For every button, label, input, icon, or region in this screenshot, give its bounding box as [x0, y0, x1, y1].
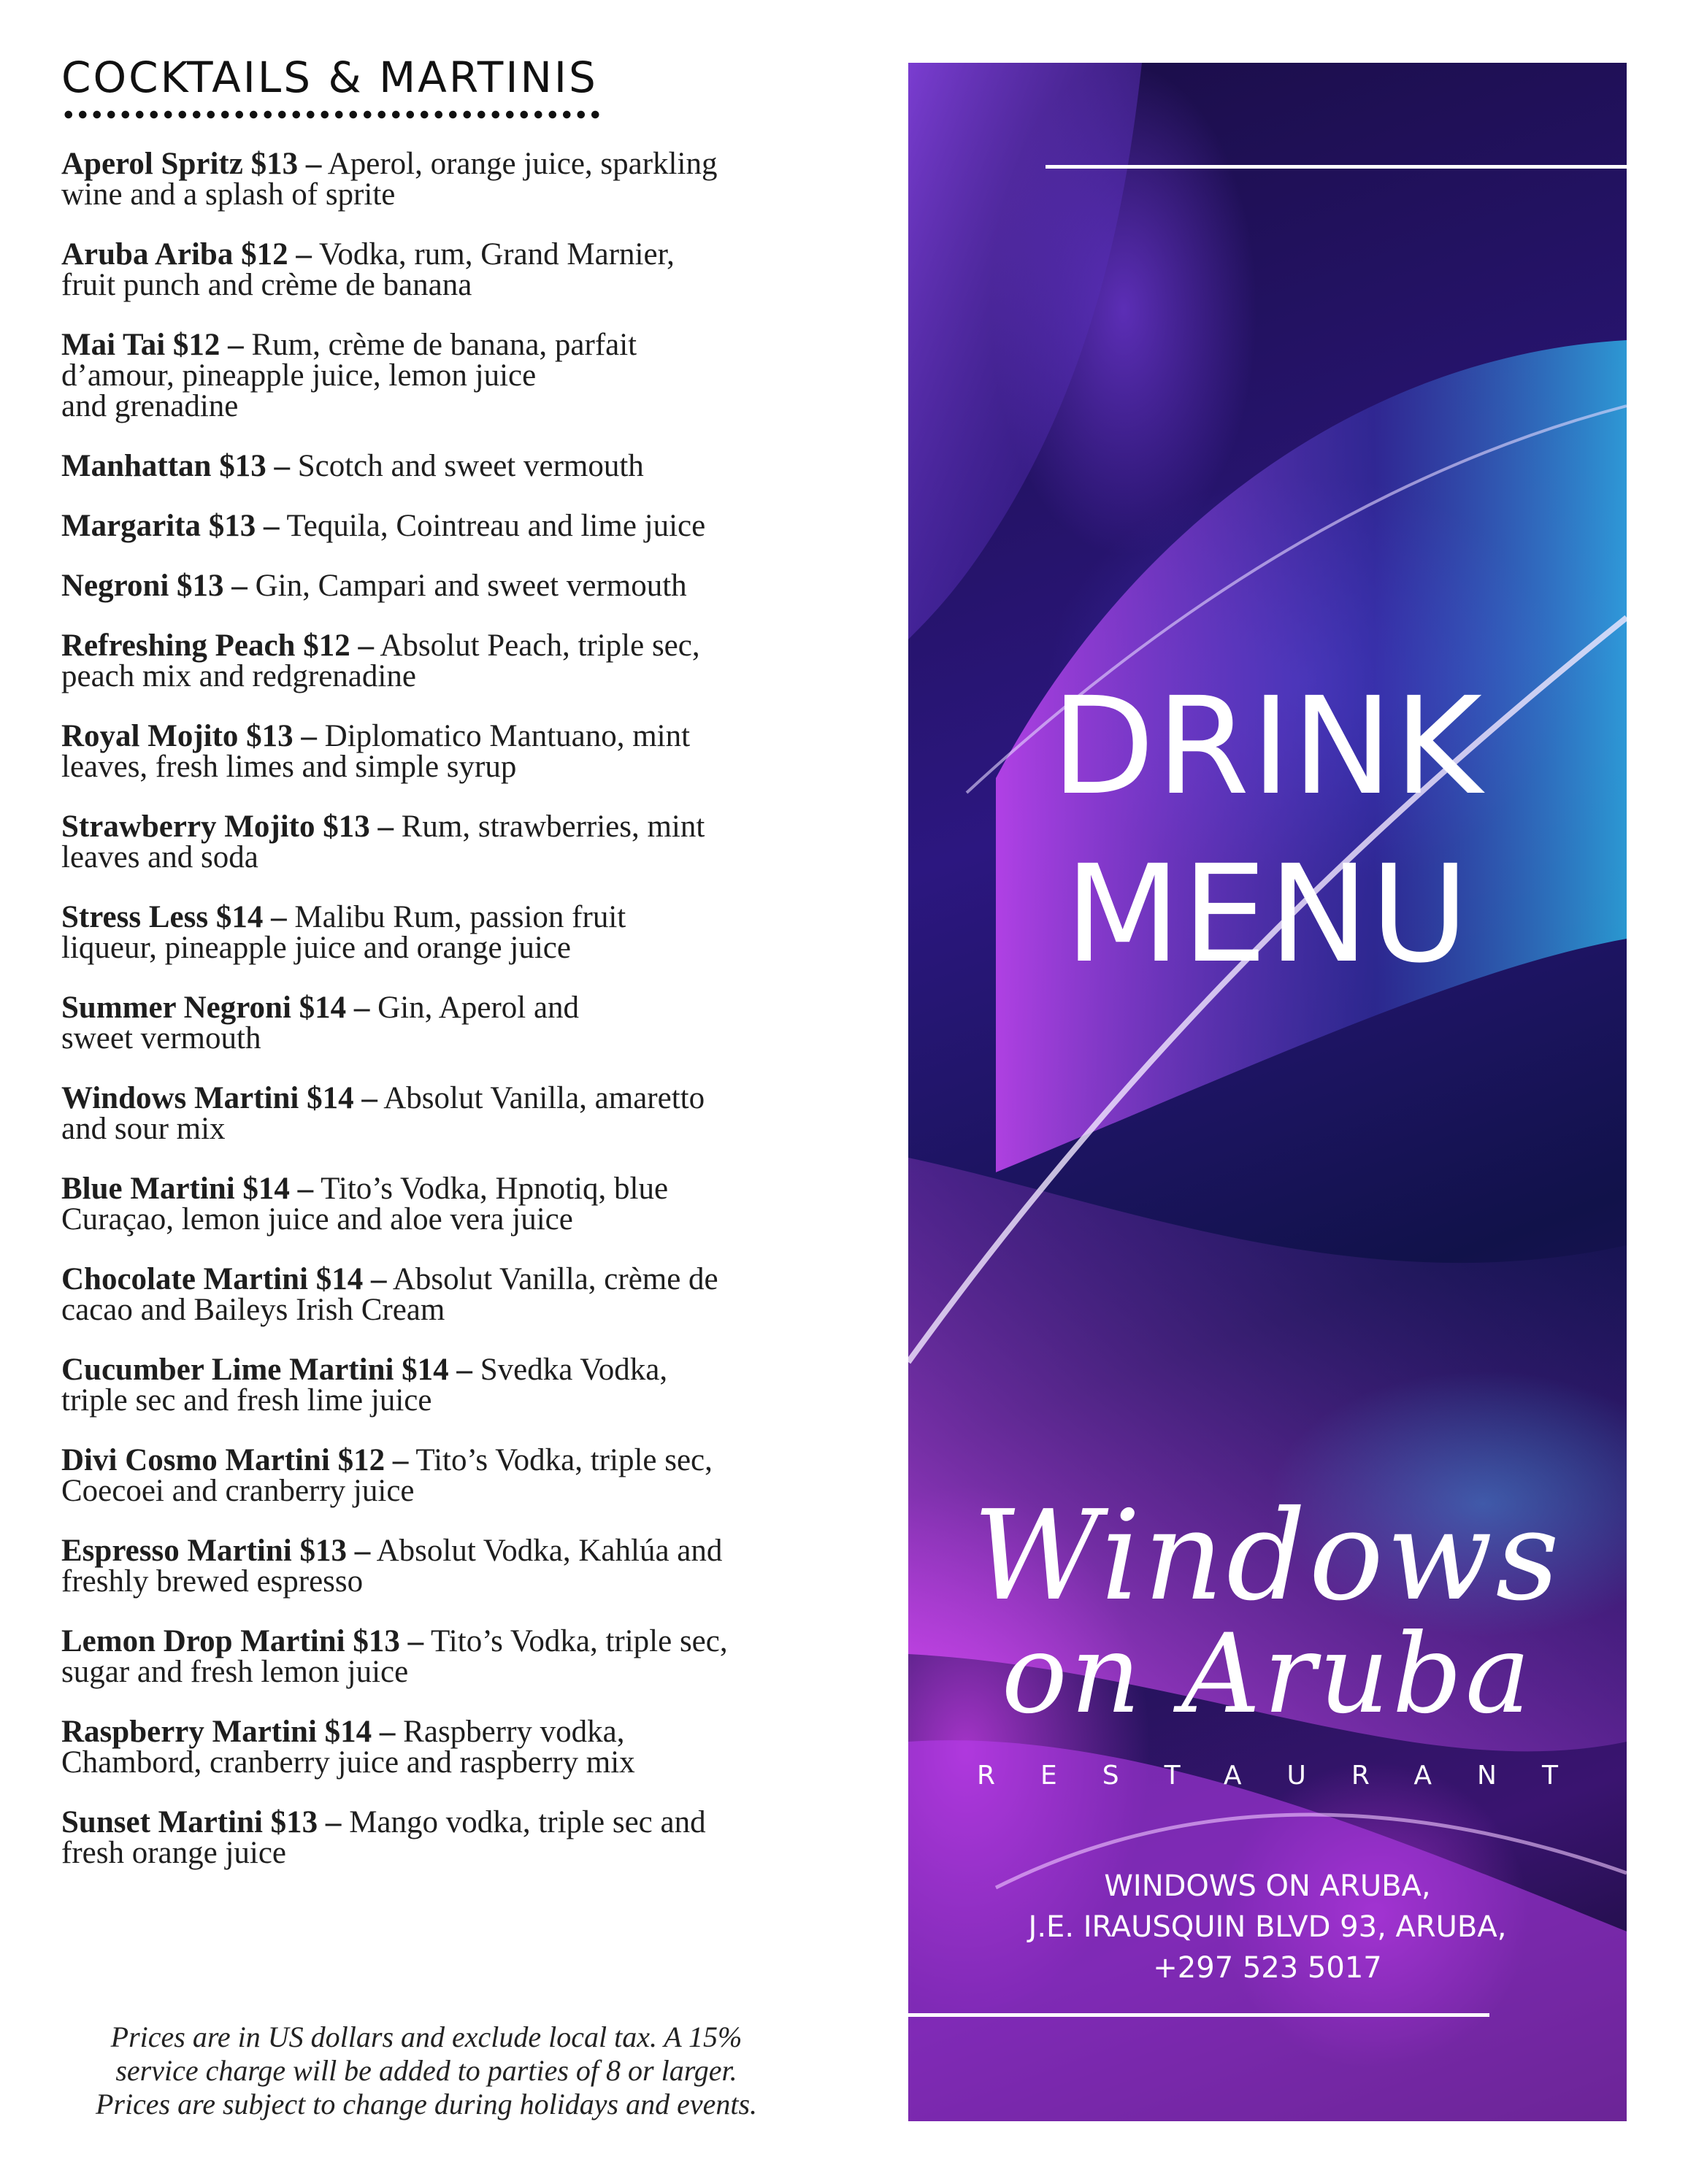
drink-name-price: Royal Mojito $13 –	[61, 719, 317, 753]
drink-description: peach mix and redgrenadine	[61, 659, 416, 693]
drink-item	[61, 1536, 799, 1597]
drink-name-price: Mai Tai $12 –	[61, 328, 244, 362]
drink-description: liqueur, pineapple juice and orange juice	[61, 931, 571, 965]
drink-description: Svedka Vodka,	[472, 1353, 668, 1387]
drink-item	[61, 571, 799, 601]
drink-item	[61, 451, 799, 482]
drink-description: Rum, strawberries, mint	[393, 810, 705, 844]
drink-item	[61, 1083, 799, 1145]
drink-name-price: Raspberry Martini $14 –	[61, 1715, 396, 1749]
drink-item	[61, 1717, 799, 1778]
drink-name-price: Refreshing Peach $12 –	[61, 628, 374, 663]
drink-name-price: Cucumber Lime Martini $14 –	[61, 1353, 472, 1387]
drink-description: Tito’s Vodka, triple sec,	[423, 1624, 728, 1658]
drink-item	[61, 812, 799, 873]
drink-name-price: Manhattan $13 –	[61, 449, 290, 483]
leaf-background-image	[908, 63, 1627, 2121]
phone-number: +297 523 5017	[1153, 1951, 1382, 1985]
drink-description: Mango vodka, triple sec and	[341, 1805, 706, 1839]
drink-description: wine and a splash of sprite	[61, 177, 396, 212]
drink-item	[61, 1807, 799, 1869]
drink-name-price: Margarita $13 –	[61, 509, 280, 543]
restaurant-address	[908, 1866, 1627, 1988]
dotted-divider	[61, 109, 603, 120]
bottom-rule	[908, 2013, 1489, 2017]
drink-description: freshly brewed espresso	[61, 1564, 364, 1599]
drink-description: Gin, Aperol and	[369, 991, 580, 1025]
price-note-line: Prices are in US dollars and exclude local tax. A 15%	[110, 2020, 743, 2053]
drink-description: Absolut Vanilla, amaretto	[377, 1081, 705, 1115]
restaurant-logo-line: on Aruba	[1001, 1611, 1534, 1738]
drink-name-price: Stress Less $14 –	[61, 900, 287, 934]
drink-item	[61, 149, 799, 210]
menu-column	[61, 48, 799, 1898]
drink-name-price: Aperol Spritz $13 –	[61, 147, 322, 181]
drink-name-price: Aruba Ariba $12 –	[61, 237, 312, 272]
drink-description: fruit punch and crème de banana	[61, 268, 472, 302]
address-line: WINDOWS ON ARUBA,	[1104, 1869, 1431, 1903]
drink-item	[61, 1264, 799, 1326]
drink-item	[61, 993, 799, 1054]
drink-description: d’amour, pineapple juice, lemon juice	[61, 358, 537, 393]
drink-description: leaves, fresh limes and simple syrup	[61, 750, 517, 784]
drink-description: Tito’s Vodka, Hpnotiq, blue	[313, 1172, 669, 1206]
cover-title-line: MENU	[1064, 837, 1470, 993]
drink-description: leaves and soda	[61, 840, 258, 874]
drink-item	[61, 721, 799, 783]
drink-description: Absolut Peach, triple sec,	[373, 628, 700, 663]
drink-name-price: Summer Negroni $14 –	[61, 991, 370, 1025]
drink-name-price: Windows Martini $14 –	[61, 1081, 377, 1115]
drink-description: Tito’s Vodka, triple sec,	[408, 1443, 713, 1477]
drink-list	[61, 149, 799, 1869]
price-note-line: service charge will be added to parties of 8 or larger.	[115, 2054, 737, 2087]
price-note	[61, 2020, 791, 2121]
drink-description: Scotch and sweet vermouth	[289, 449, 644, 483]
price-note-line: Prices are subject to change during holidays and events.	[95, 2088, 758, 2120]
drink-description: sugar and fresh lemon juice	[61, 1655, 409, 1689]
top-rule	[1046, 165, 1627, 169]
drink-name-price: Strawberry Mojito $13 –	[61, 810, 394, 844]
drink-description: Aperol, orange juice, sparkling	[321, 147, 718, 181]
drink-name-price: Chocolate Martini $14 –	[61, 1262, 387, 1296]
cover-title-line: DRINK	[1051, 669, 1484, 825]
drink-name-price: Divi Cosmo Martini $12 –	[61, 1443, 409, 1477]
drink-description: Rum, crème de banana, parfait	[243, 328, 637, 362]
drink-description: fresh orange juice	[61, 1836, 287, 1870]
leaf-shape	[908, 63, 1142, 639]
cover-panel	[908, 63, 1627, 2121]
drink-description: Curaçao, lemon juice and aloe vera juice	[61, 1202, 573, 1237]
drink-description: Absolut Vanilla, crème de	[386, 1262, 718, 1296]
section-title: COCKTAILS & MARTINIS	[61, 53, 598, 102]
drink-name-price: Lemon Drop Martini $13 –	[61, 1624, 424, 1658]
drink-description: Gin, Campari and sweet vermouth	[247, 569, 687, 603]
drink-description: Raspberry vodka,	[395, 1715, 625, 1749]
restaurant-label: RESTAURANT	[977, 1761, 1603, 1791]
drink-name-price: Blue Martini $14 –	[61, 1172, 314, 1206]
drink-description: Coecoei and cranberry juice	[61, 1474, 415, 1508]
restaurant-logo-line: Windows	[972, 1484, 1562, 1629]
address-line: J.E. IRAUSQUIN BLVD 93, ARUBA,	[1028, 1910, 1507, 1944]
drink-description: Vodka, rum, Grand Marnier,	[311, 237, 675, 272]
drink-name-price: Negroni $13 –	[61, 569, 248, 603]
drink-description: Chambord, cranberry juice and raspberry mix	[61, 1745, 635, 1780]
drink-description: Tequila, Cointreau and lime juice	[279, 509, 706, 543]
drink-item	[61, 1355, 799, 1416]
drink-name-price: Espresso Martini $13 –	[61, 1534, 371, 1568]
drink-description: Absolut Vodka, Kahlúa and	[370, 1534, 723, 1568]
drink-description: sweet vermouth	[61, 1021, 261, 1056]
drink-description: Malibu Rum, passion fruit	[286, 900, 626, 934]
drink-name-price: Sunset Martini $13 –	[61, 1805, 342, 1839]
drink-item	[61, 902, 799, 964]
drink-item	[61, 511, 799, 542]
drink-description: triple sec and fresh lime juice	[61, 1383, 432, 1418]
drink-item	[61, 1626, 799, 1688]
drink-item	[61, 1445, 799, 1507]
drink-description: cacao and Baileys Irish Cream	[61, 1293, 445, 1327]
drink-description: and sour mix	[61, 1112, 226, 1146]
drink-item	[61, 628, 799, 693]
drink-item	[61, 330, 799, 422]
drink-description: and grenadine	[61, 389, 239, 423]
drink-item	[61, 1174, 799, 1235]
drink-description: Diplomatico Mantuano, mint	[316, 719, 691, 753]
drink-item	[61, 239, 799, 301]
